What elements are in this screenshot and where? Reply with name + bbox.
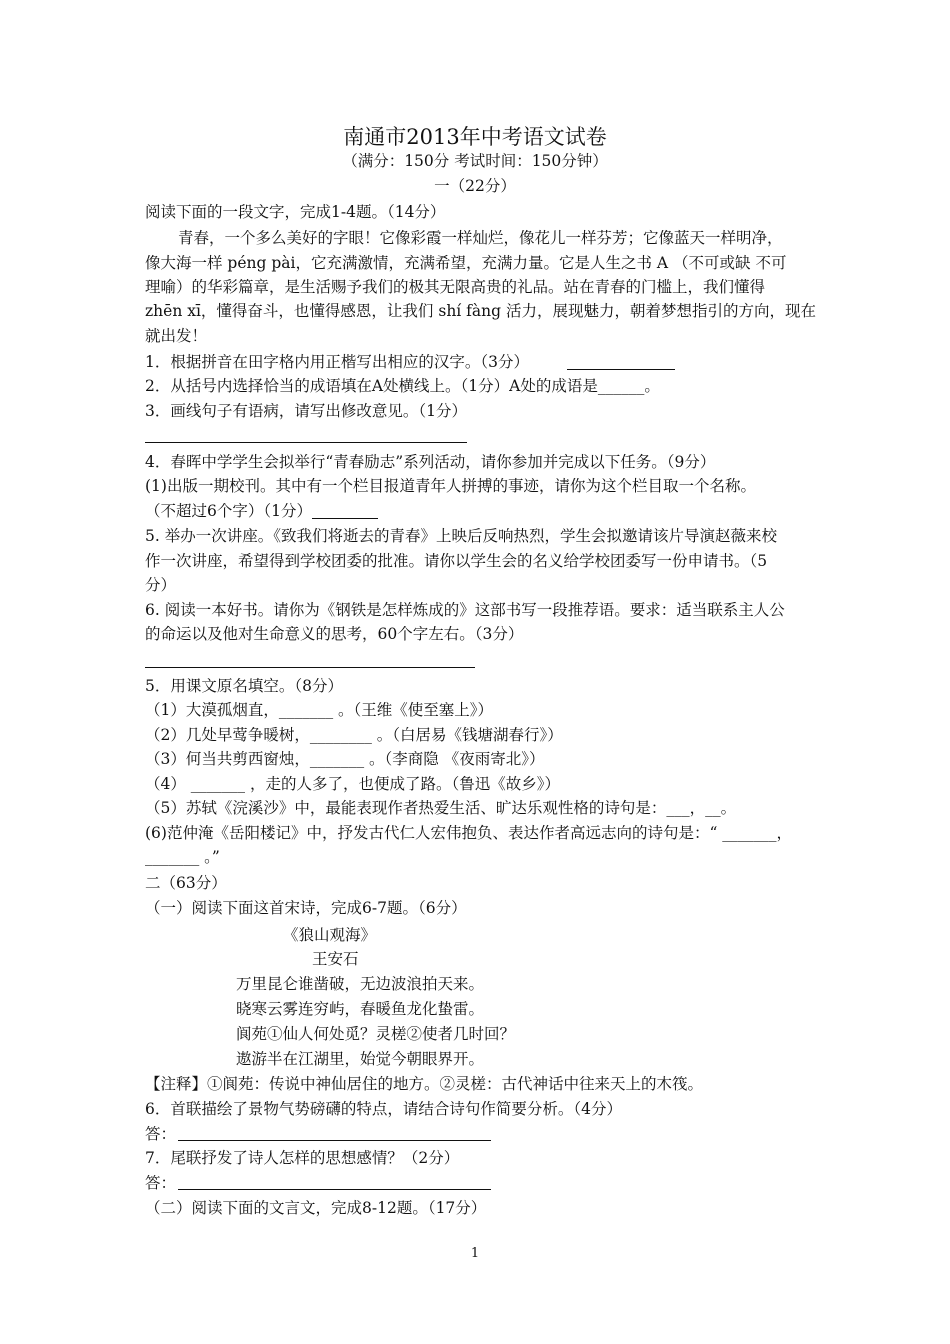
answer-label-q6: 答： — [145, 1125, 177, 1143]
fill-item-6-line-1: (6)范仲淹《岳阳楼记》中，抒发古代仁人宏伟抱负、表达作者高远志向的诗句是：“ _______， — [145, 824, 793, 842]
poem-note: 【注释】①阆苑：传说中神仙居住的地方。②灵槎：古代神话中往来天上的木筏。 — [145, 1075, 704, 1093]
answer-line-q3 — [145, 442, 467, 443]
answer-line-q1 — [567, 369, 675, 370]
question-2: 2．从括号内选择恰当的成语填在A处横线上。（1分）A处的成语是______。 — [145, 377, 660, 395]
question-4-2-line-2: 作一次讲座，希望得到学校团委的批准。请你以学生会的名义给学校团委写一份申请书。（5 — [145, 552, 768, 570]
passage-line-5: 就出发！ — [145, 327, 208, 345]
question-4-2-line-1: 5. 举办一次讲座。《致我们将逝去的青春》上映后反响热烈，学生会拟邀请该片导演赵薇来校 — [145, 527, 777, 545]
answer-line-q4-1 — [312, 518, 378, 519]
fill-item-2: （2）几处早莺争暖树，________ 。（白居易《钱塘湖春行》） — [145, 726, 563, 744]
part-1-intro: （一）阅读下面这首宋诗，完成6-7题。（6分） — [145, 899, 467, 917]
answer-line-q4-3 — [145, 667, 475, 668]
question-6: 6．首联描绘了景物气势磅礴的特点，请结合诗句作简要分析。（4分） — [145, 1100, 622, 1118]
fill-item-3: （3）何当共剪西窗烛，_______ 。（李商隐 《夜雨寄北》） — [145, 750, 545, 768]
answer-label-q7: 答： — [145, 1174, 177, 1192]
question-7: 7．尾联抒发了诗人怎样的思想感情？（2分） — [145, 1149, 460, 1167]
exam-subtitle: （满分：150分 考试时间：150分钟） — [342, 152, 608, 170]
poem-line-1: 万里昆仑谁凿破，无边波浪拍天来。 — [236, 975, 485, 993]
answer-line-q6 — [178, 1140, 491, 1141]
reading-intro: 阅读下面的一段文字，完成1-4题。（14分） — [145, 203, 446, 221]
passage-line-1: 青春，一个多么美好的字眼！它像彩霞一样灿烂，像花儿一样芬芳；它像蓝天一样明净， — [178, 229, 783, 247]
question-5: 5．用课文原名填空。（8分） — [145, 677, 343, 695]
part-2-intro: （二）阅读下面的文言文，完成8-12题。（17分） — [145, 1199, 487, 1217]
question-4-3-line-2: 的命运以及他对生命意义的思考，60个字左右。（3分） — [145, 625, 524, 643]
question-4-1-line-2: （不超过6个字）（1分） — [145, 502, 312, 520]
answer-line-q7 — [178, 1189, 491, 1190]
question-4: 4．春晖中学学生会拟举行“青春励志”系列活动，请你参加并完成以下任务。（9分） — [145, 453, 716, 471]
question-4-1-line-1: (1)出版一期校刊。其中有一个栏目报道青年人拼搏的事迹，请你为这个栏目取一个名称。 — [145, 477, 756, 495]
page-number: 1 — [470, 1246, 480, 1261]
question-4-3-line-1: 6. 阅读一本好书。请你为《钢铁是怎样炼成的》这部书写一段推荐语。要求：适当联系主人公 — [145, 601, 785, 619]
passage-line-2: 像大海一样 péng pài，它充满激情，充满希望，充满力量。它是人生之书 A （不可或缺 不可 — [145, 254, 787, 272]
page-title: 南通市2013年中考语文试卷 — [343, 125, 607, 149]
question-3: 3．画线句子有语病，请写出修改意见。（1分） — [145, 402, 467, 420]
fill-item-5: （5）苏轼《浣溪沙》中，最能表现作者热爱生活、旷达乐观性格的诗句是：___，__。 — [145, 799, 737, 817]
poem-line-2: 晓寒云雾连穷屿，春暖鱼龙化蛰雷。 — [236, 1000, 485, 1018]
poem-author: 王安石 — [312, 950, 359, 968]
poem-line-3: 阆苑①仙人何处觅？灵槎②使者几时回？ — [236, 1025, 516, 1043]
question-4-2-line-3: 分） — [145, 576, 177, 594]
section-2-header: 二（63分） — [145, 874, 227, 892]
fill-item-1: （1）大漠孤烟直，_______ 。（王维《使至塞上》） — [145, 701, 494, 719]
poem-line-4: 遨游半在江湖里，始觉今朝眼界开。 — [236, 1050, 485, 1068]
question-1: 1．根据拼音在田字格内用正楷写出相应的汉字。（3分） — [145, 353, 529, 371]
poem-title: 《狼山观海》 — [283, 926, 377, 944]
passage-line-4: zhēn xī，懂得奋斗，也懂得感恩，让我们 shí fàng 活力，展现魅力，朝着梦想指引的方向，现在 — [145, 302, 816, 320]
fill-item-4: （4） _______ ，走的人多了，也便成了路。（鲁迅《故乡》） — [145, 775, 560, 793]
section-1-header: 一（22分） — [434, 177, 516, 195]
fill-item-6-line-2: _______ 。” — [145, 848, 220, 866]
passage-line-3: 理喻）的华彩篇章，是生活赐予我们的极其无限高贵的礼品。站在青春的门槛上，我们懂得 — [145, 278, 766, 296]
